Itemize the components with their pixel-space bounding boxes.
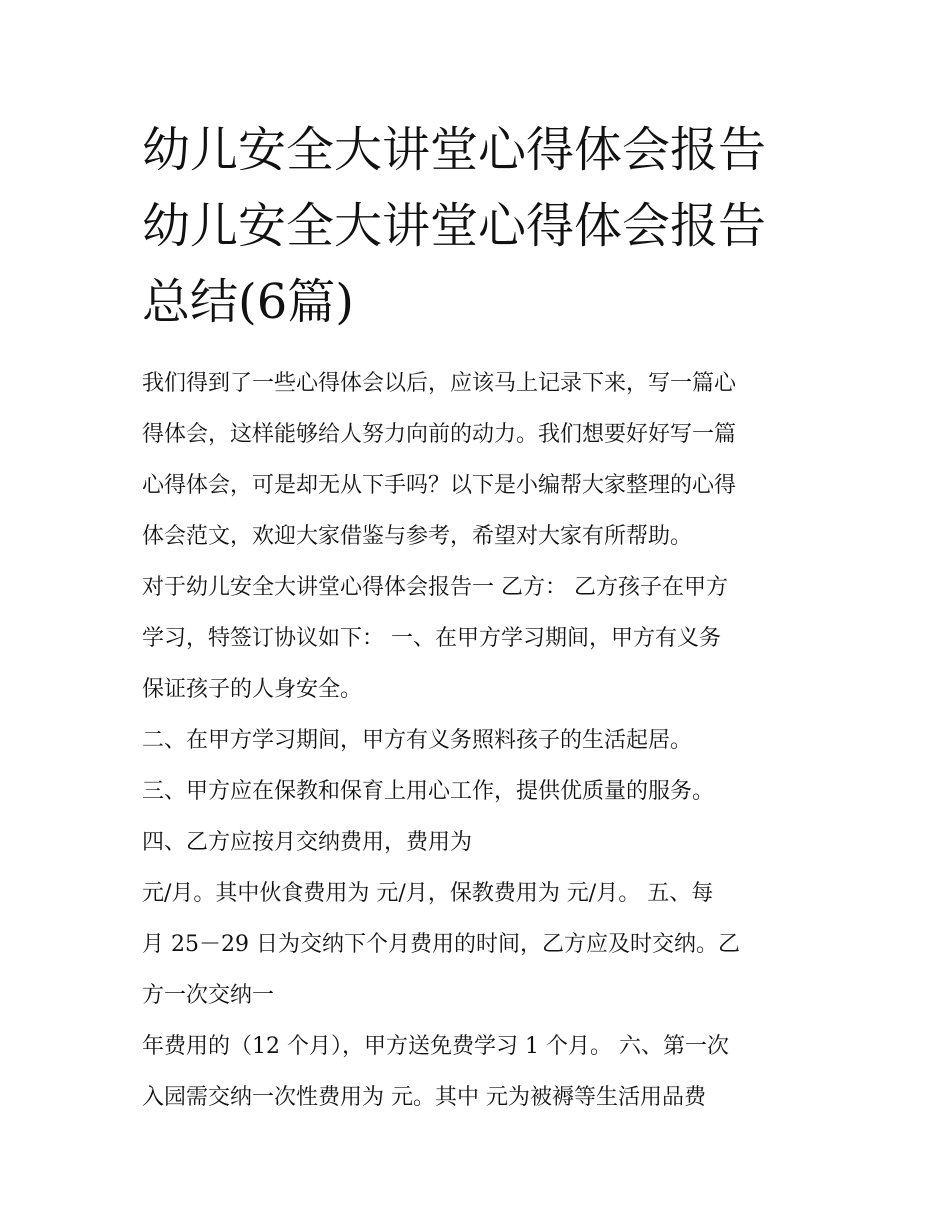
text-line: 二、在甲方学习期间，甲方有义务照料孩子的生活起居。 bbox=[142, 728, 693, 753]
text-line: 月 25－29 日为交纳下个月费用的时间，乙方应及时交纳。乙 bbox=[142, 932, 740, 957]
text-line: 体会范文，欢迎大家借鉴与参考，希望对大家有所帮助。 bbox=[142, 524, 693, 549]
text-line: 得体会，这样能够给人努力向前的动力。我们想要好好写一篇 bbox=[142, 422, 737, 447]
text-line: 元/月。其中伙食费用为 元/月，保教费用为 元/月。 五、每 bbox=[142, 881, 714, 906]
document-page bbox=[142, 112, 814, 1123]
title-line: 总结(6篇) bbox=[142, 274, 354, 330]
text-line: 心得体会，可是却无从下手吗？以下是小编帮大家整理的心得 bbox=[142, 473, 737, 498]
document-body bbox=[142, 358, 814, 1123]
text-line: 方一次交纳一 bbox=[142, 983, 275, 1008]
text-line: 对于幼儿安全大讲堂心得体会报告一 乙方： 乙方孩子在甲方 bbox=[142, 575, 728, 600]
title-line: 幼儿安全大讲堂心得体会报告 bbox=[142, 198, 767, 254]
text-line: 保证孩子的人身安全。 bbox=[142, 677, 363, 702]
text-line: 年费用的（12 个月），甲方送免费学习 1 个月。 六、第一次 bbox=[142, 1034, 729, 1059]
text-line: 三、甲方应在保教和保育上用心工作，提供优质量的服务。 bbox=[142, 779, 715, 804]
title-line: 幼儿安全大讲堂心得体会报告 bbox=[142, 122, 767, 178]
text-line: 我们得到了一些心得体会以后，应该马上记录下来，写一篇心 bbox=[142, 371, 737, 396]
document-title bbox=[142, 112, 814, 340]
text-line: 入园需交纳一次性费用为 元。其中 元为被褥等生活用品费 bbox=[142, 1085, 706, 1110]
text-line: 学习，特签订协议如下： 一、在甲方学习期间，甲方有义务 bbox=[142, 626, 721, 651]
text-line: 四、乙方应按月交纳费用，费用为 bbox=[142, 830, 473, 855]
